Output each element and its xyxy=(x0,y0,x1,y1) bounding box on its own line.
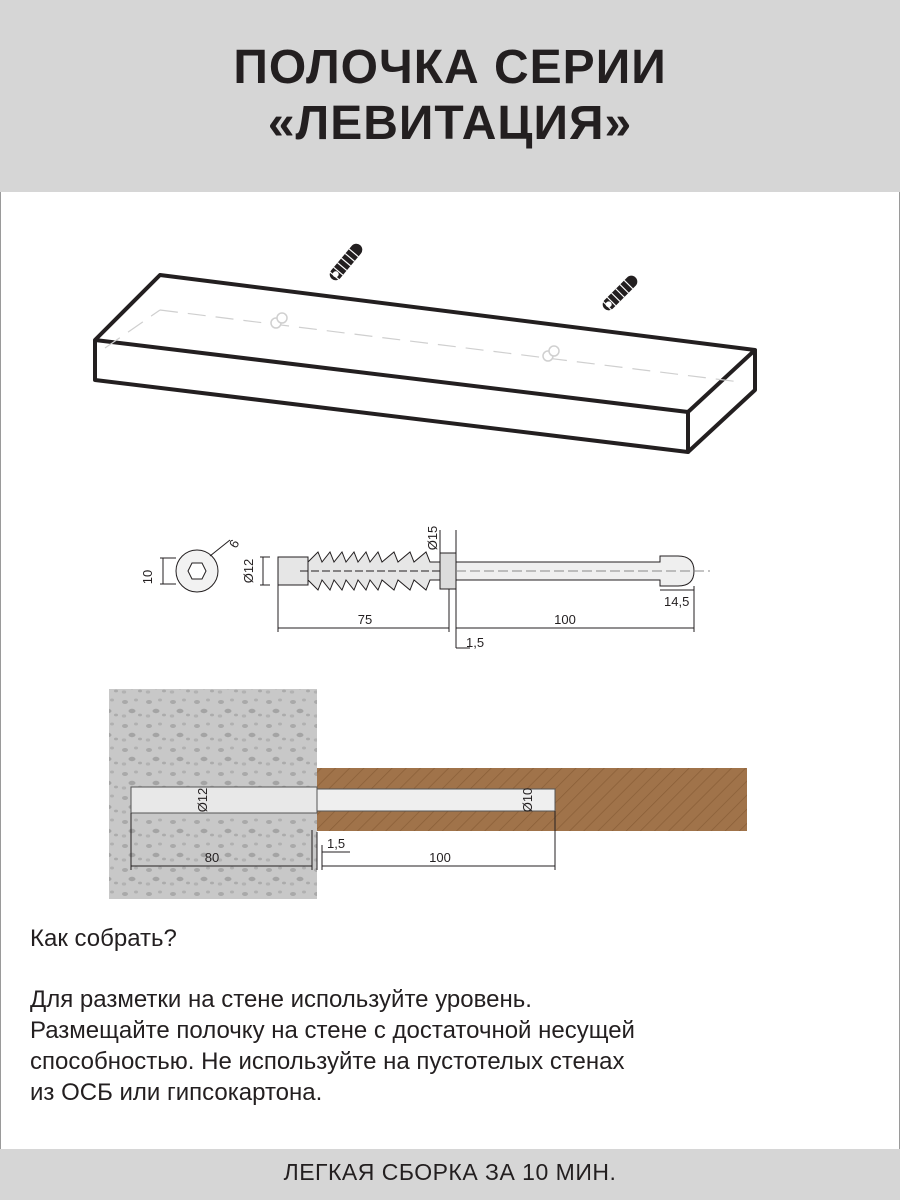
instructions-line-1: Для разметки на стене используйте уровень. xyxy=(30,986,532,1013)
fastener-dim-75: 75 xyxy=(357,612,373,627)
fastener-dim-6: 6 xyxy=(225,536,243,551)
fastener-dim-d12: Ø12 xyxy=(241,558,256,584)
install-dim-d12: Ø12 xyxy=(195,787,210,813)
instructions-line-4: из ОСБ или гипсокартона. xyxy=(30,1079,323,1106)
footer-text: ЛЕГКАЯ СБОРКА ЗА 10 МИН. xyxy=(283,1159,617,1185)
fastener-dim-10: 10 xyxy=(140,569,155,585)
install-dim-80: 80 xyxy=(204,850,220,865)
wall-bore xyxy=(131,787,317,813)
instructions-line-3: способностью. Не используйте на пустотелых стенах xyxy=(30,1048,625,1075)
title-line-1: ПОЛОЧКА СЕРИИ xyxy=(233,41,667,94)
title-line-2: «ЛЕВИТАЦИЯ» xyxy=(267,97,633,150)
install-dim-100: 100 xyxy=(429,850,451,865)
fastener-dim-100: 100 xyxy=(554,612,576,627)
instructions-paragraph xyxy=(30,984,870,1108)
instructions-line-2: Размещайте полочку на стене с достаточной несущей xyxy=(30,1017,635,1044)
fastener-dim-14-5: 14,5 xyxy=(664,594,690,609)
instructions-question: Как собрать? xyxy=(30,925,177,952)
fastener-dim-1-5: 1,5 xyxy=(466,635,485,650)
install-dim-1-5: 1,5 xyxy=(327,836,346,851)
install-dim-d10: Ø10 xyxy=(520,787,535,813)
fastener-dim-d15: Ø15 xyxy=(425,525,440,551)
